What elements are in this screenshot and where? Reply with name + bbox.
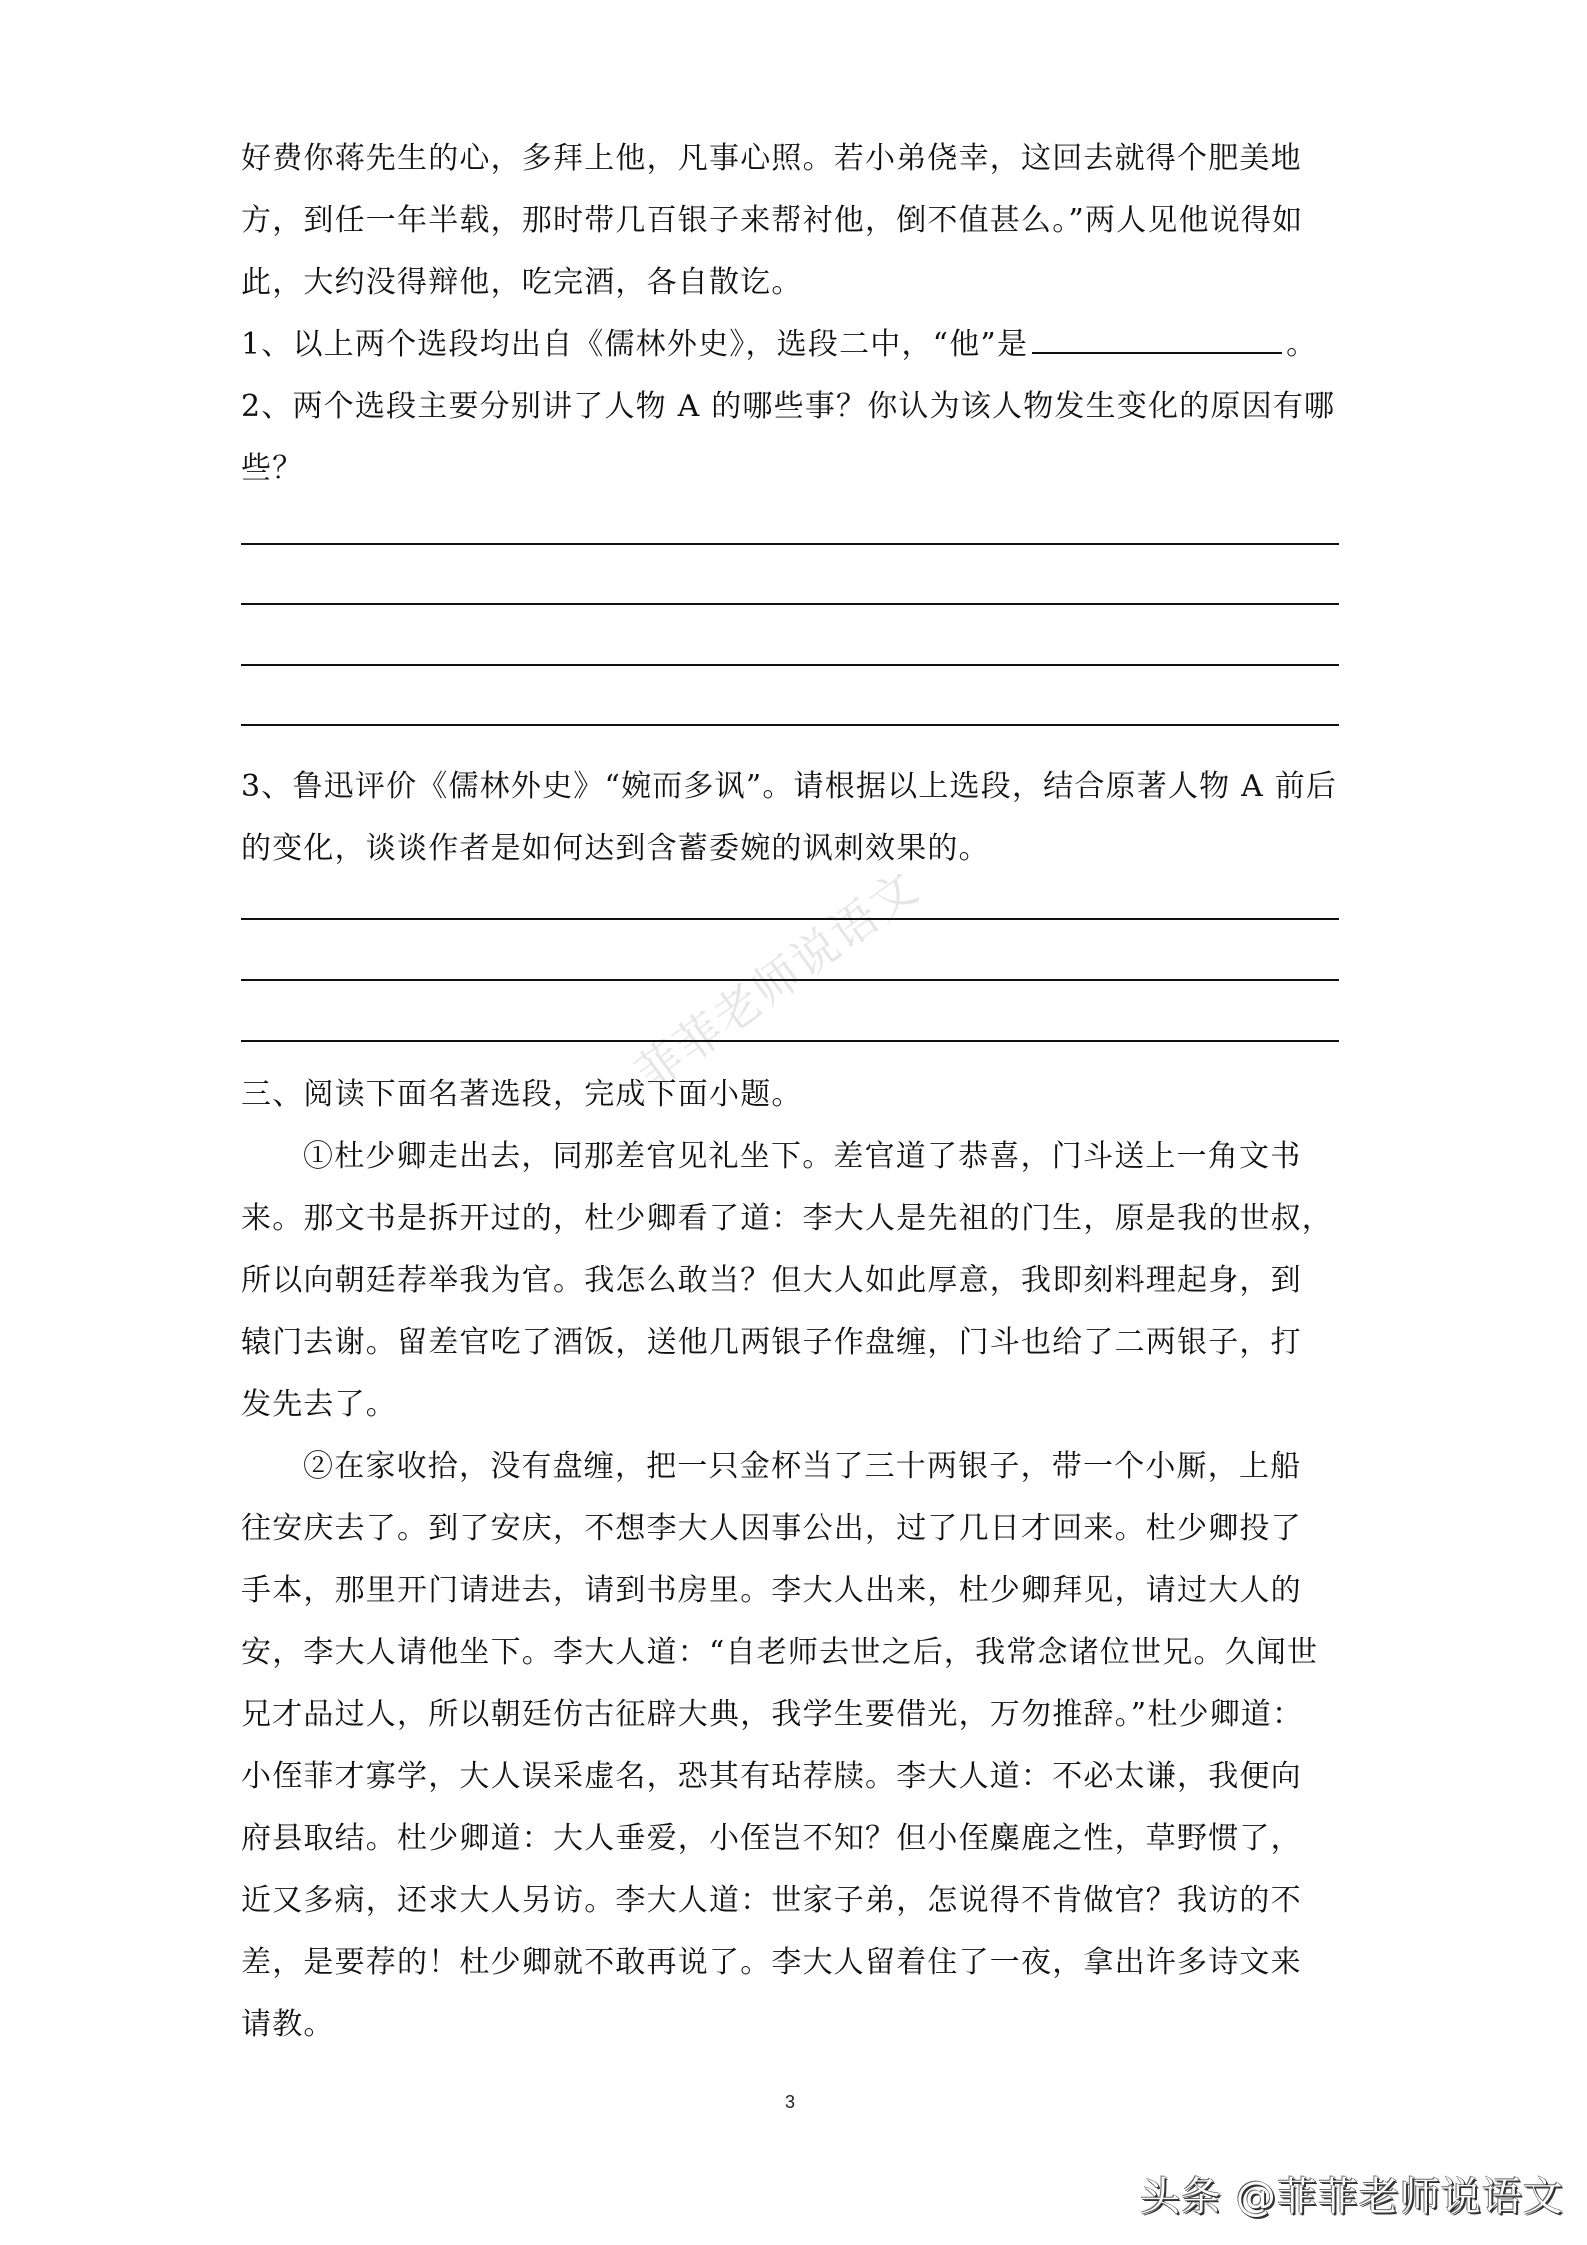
brand-watermark: 头条 @菲菲老师说语文 xyxy=(1140,2174,1564,2220)
question-3-line: 的变化，谈谈作者是如何达到含蓄委婉的讽刺效果的。 xyxy=(241,831,990,866)
passage-2-line: 兄才品过人，所以朝廷仿古征辟大典，我学生要借光，万勿推辞。”杜少卿道： xyxy=(241,1697,1304,1732)
passage-1-line: 来。那文书是拆开过的，杜少卿看了道：李大人是先祖的门生，原是我的世叔， xyxy=(241,1201,1333,1236)
question-3-block xyxy=(241,756,1359,880)
diagonal-watermark: 菲菲老师说语文 xyxy=(625,859,929,1101)
question-1 xyxy=(241,314,1359,376)
answer-line[interactable] xyxy=(241,724,1339,726)
passage-1-line: 所以向朝廷荐举我为官。我怎么敢当？但大人如此厚意，我即刻料理起身，到 xyxy=(241,1263,1302,1298)
section-heading: 三、阅读下面名著选段，完成下面小题。 xyxy=(241,1077,803,1112)
passage-2-line: ②在家收拾，没有盘缠，把一只金杯当了三十两银子，带一个小厮，上船 xyxy=(303,1449,1302,1484)
passage-2-line: 小侄菲才寡学，大人误采虚名，恐其有玷荐牍。李大人道：不必太谦，我便向 xyxy=(241,1759,1302,1794)
section-3-block xyxy=(241,1064,1359,2056)
passage-line: 好费你蒋先生的心，多拜上他，凡事心照。若小弟侥幸，这回去就得个肥美地 xyxy=(241,141,1302,176)
answer-line[interactable] xyxy=(241,603,1339,605)
passage-1-line: ①杜少卿走出去，同那差官见礼坐下。差官道了恭喜，门斗送上一角文书 xyxy=(303,1139,1302,1174)
question-3-line: 3、鲁迅评价《儒林外史》“婉而多讽”。请根据以上选段，结合原著人物 A 前后 xyxy=(241,769,1338,804)
answer-line[interactable] xyxy=(241,543,1339,545)
question-2-line: 2、两个选段主要分别讲了人物 A 的哪些事？你认为该人物发生变化的原因有哪 xyxy=(241,389,1336,424)
passage-line: 此，大约没得辩他，吃完酒，各自散讫。 xyxy=(241,265,803,300)
passage-1-line: 发先去了。 xyxy=(241,1387,397,1422)
passage-2-line: 往安庆去了。到了安庆，不想李大人因事公出，过了几日才回来。杜少卿投了 xyxy=(241,1511,1302,1546)
passage-2-line: 差，是要荐的！杜少卿就不敢再说了。李大人留着住了一夜，拿出许多诗文来 xyxy=(241,1945,1302,1980)
fill-in-blank[interactable] xyxy=(1032,322,1282,354)
answer-line[interactable] xyxy=(241,664,1339,666)
passage-2-line: 近又多病，还求大人另访。李大人道：世家子弟，怎说得不肯做官？我访的不 xyxy=(241,1883,1302,1918)
answer-line[interactable] xyxy=(241,979,1339,981)
passage-2-line: 府县取结。杜少卿道：大人垂爱，小侄岂不知？但小侄麋鹿之性，草野惯了， xyxy=(241,1821,1302,1856)
passage-2-line: 请教。 xyxy=(241,2007,335,2042)
passage-1-line: 辕门去谢。留差官吃了酒饭，送他几两银子作盘缠，门斗也给了二两银子，打 xyxy=(241,1325,1302,1360)
answer-line[interactable] xyxy=(241,918,1339,920)
passage-2-line: 安，李大人请他坐下。李大人道：“自老师去世之后，我常念诸位世兄。久闻世 xyxy=(241,1635,1319,1670)
answer-line[interactable] xyxy=(241,1040,1339,1042)
question-2-line: 些？ xyxy=(241,451,304,486)
passage-line: 方，到任一年半载，那时带几百银子来帮衬他，倒不值甚么。”两人见他说得如 xyxy=(241,203,1304,238)
passage-2-line: 手本，那里开门请进去，请到书房里。李大人出来，杜少卿拜见，请过大人的 xyxy=(241,1573,1302,1608)
page-content xyxy=(241,128,1359,500)
page-number: 3 xyxy=(785,2092,796,2112)
question-1-text: 1、以上两个选段均出自《儒林外史》，选段二中，“他”是 xyxy=(241,327,1029,362)
question-1-suffix: 。 xyxy=(1286,327,1318,362)
